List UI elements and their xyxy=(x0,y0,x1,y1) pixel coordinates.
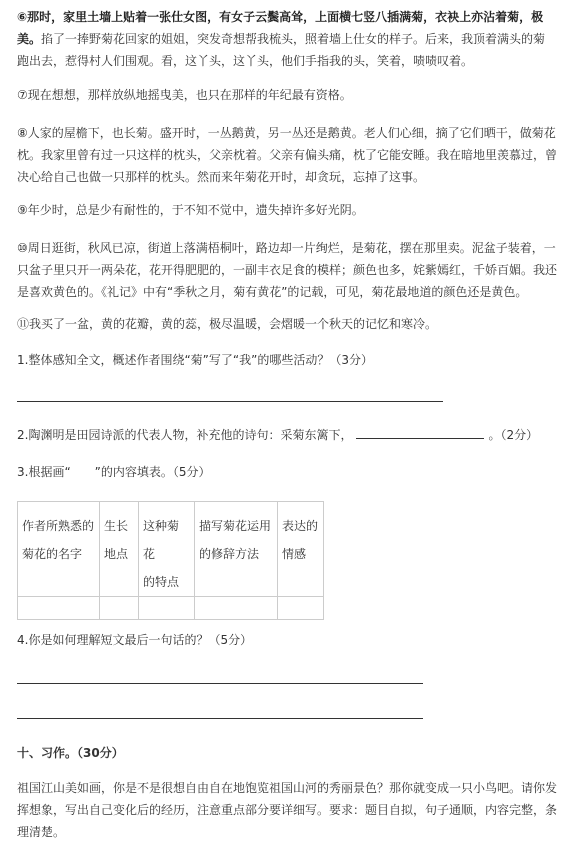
answer-line-q1[interactable] xyxy=(17,401,443,402)
table-answer-cell[interactable] xyxy=(278,597,324,620)
table-header-row xyxy=(18,502,324,597)
paragraph-11: ⑪我买了一盆，黄的花瓣，黄的蕊，极尽温暖，会熠暖一个秋天的记忆和寒冷。 xyxy=(17,317,438,331)
answer-blank-q2[interactable] xyxy=(356,426,484,439)
paragraph-7: ⑦现在想想，那样放纵地摇曳美，也只在那样的年纪最有资格。 xyxy=(17,88,352,102)
table-answer-row xyxy=(18,597,324,620)
table-answer-cell[interactable] xyxy=(139,597,195,620)
table-answer-cell[interactable] xyxy=(100,597,139,620)
question-3: 3.根据画“ ”的内容填表。（5分） xyxy=(17,465,211,479)
paragraph-10: ⑩周日逛街，秋风已凉，街道上落满梧桐叶，路边却一片绚烂，是菊花，摆在那里卖。泥盆子装着，一只盆子里只开一两朵花，花开得肥肥的，一副丰衣足食的模样；颜色也多，姹紫嫣红，千娇百媚。我还是喜欢黄色的。《礼记》中有“季秋之月，菊有黄花”的记载，可见，菊花最地道的颜色还是黄色。 xyxy=(17,241,558,299)
answer-table xyxy=(17,501,324,620)
paragraph-6-rest: 掐了一捧野菊花回家的姐姐，突发奇想帮我梳头，照着墙上仕女的样子。后来，我顶着满头的菊跑出去，惹得村人们围观。看，这丫头，这丫头，他们手指我的头，笑着，啧啧叹着。 xyxy=(17,32,546,68)
paragraph-6 xyxy=(17,6,557,72)
table-header-cell: 作者所熟悉的 菊花的名字 xyxy=(18,502,100,597)
question-1: 1.整体感知全文，概述作者围绕“菊”写了“我”的哪些活动？（3分） xyxy=(17,353,373,367)
composition-title: 十、习作。（30分） xyxy=(17,746,124,760)
question-2 xyxy=(17,425,562,445)
table-header-cell: 这种菊花 的特点 xyxy=(139,502,195,597)
paragraph-8: ⑧人家的屋檐下，也长菊。盛开时，一丛鹅黄，另一丛还是鹅黄。老人们心细，摘了它们晒干，做菊花枕。我家里曾有过一只这样的枕头，父亲枕着。父亲有偏头痛，枕了它能安睡。我在暗地里羡慕过，曾决心给自己也做一只那样的枕头。然而来年菊花开时，却贪玩，忘掉了这事。 xyxy=(17,126,558,184)
question-2-text: 2.陶渊明是田园诗派的代表人物，补充他的诗句：采菊东篱下， xyxy=(17,428,353,442)
paragraph-6-bold: ⑥那时，家里土墙上贴着一张仕女图，有女子云鬓高耸，上面横七竖八插满菊，衣袂上亦沾着菊，极美。 xyxy=(17,10,544,46)
question-2-score: 。（2分） xyxy=(488,428,539,442)
table-header-cell: 表达的 情感 xyxy=(278,502,324,597)
table-header-cell: 描写菊花运用 的修辞方法 xyxy=(195,502,278,597)
table-header-cell: 生长 地点 xyxy=(100,502,139,597)
question-4: 4.你是如何理解短文最后一句话的？（5分） xyxy=(17,633,253,647)
paragraph-9: ⑨年少时，总是少有耐性的，于不知不觉中，遗失掉许多好光阴。 xyxy=(17,203,364,217)
table-answer-cell[interactable] xyxy=(18,597,100,620)
table-answer-cell[interactable] xyxy=(195,597,278,620)
composition-prompt: 祖国江山美如画，你是不是很想自由自在地饱览祖国山河的秀丽景色？那你就变成一只小鸟吧。请你发挥想象，写出自己变化后的经历，注意重点部分要详细写。要求：题目自拟，句子通顺，内容完整，条理清楚。 xyxy=(17,781,558,839)
answer-line-q4-1[interactable] xyxy=(17,683,423,684)
answer-line-q4-2[interactable] xyxy=(17,718,423,719)
